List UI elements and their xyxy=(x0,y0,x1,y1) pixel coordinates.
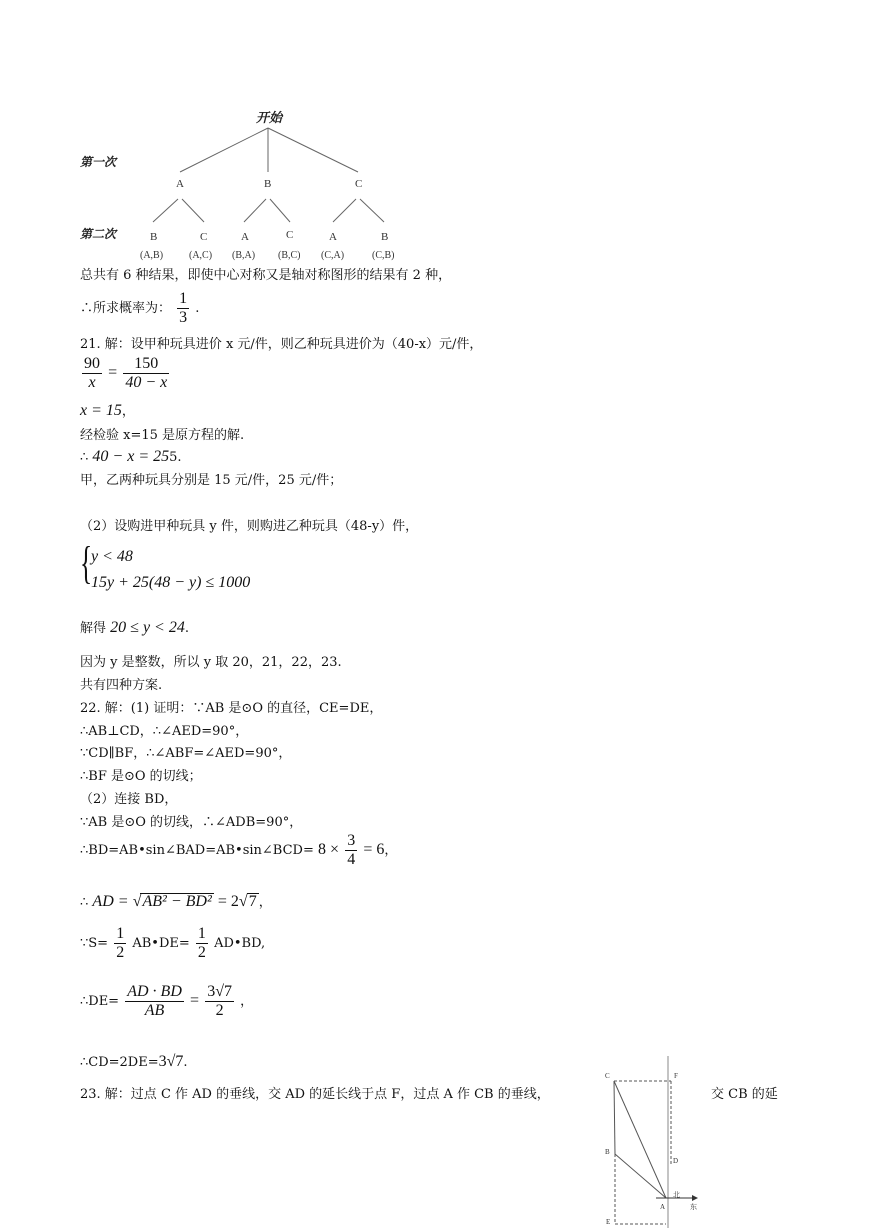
q21-prices: 甲，乙两种玩具分别是 15 元/件，25 元/件； xyxy=(80,473,343,488)
sqrt-symbol: √ xyxy=(132,893,142,910)
q21-check: 经检验 x=15 是原方程的解. xyxy=(80,428,245,443)
q22-ad-calc xyxy=(80,893,272,911)
segment-cb xyxy=(614,1081,615,1154)
q22-ad-radicand: AB² − BD² xyxy=(142,893,212,910)
q21-solve-expr: 20 ≤ y < 24 xyxy=(110,619,185,636)
tree-outcome: (B,C) xyxy=(278,250,301,261)
q21-calc-expr: 40 − x = 25 xyxy=(92,448,170,465)
equals-sign: = xyxy=(108,364,118,381)
east-arrow-icon xyxy=(692,1195,698,1201)
q21-ineq-2: 15y + 25(48 − y) ≤ 1000 xyxy=(91,574,251,591)
q22-s-mid: AB•DE= xyxy=(132,936,190,951)
q21-eq-right xyxy=(123,355,169,392)
q21-x-value: x = 15 xyxy=(80,402,122,419)
fig-label-b: B xyxy=(605,1148,610,1156)
tree-node-b: B xyxy=(264,178,272,190)
fraction-numerator: 150 xyxy=(123,355,169,374)
q23-line-1: 23. 解：过点 C 作 AD 的垂线，交 AD 的延长线于点 F，过点 A 作 CB 的垂线， xyxy=(80,1087,550,1102)
branch-start-a xyxy=(180,128,268,172)
fraction-denominator: x xyxy=(88,374,96,391)
branch-a-b xyxy=(153,199,178,222)
tree-branches xyxy=(0,0,869,270)
punctuation: . xyxy=(183,1055,188,1070)
fraction-numerator: 1 xyxy=(179,290,188,307)
q22-cd-prefix: ∴CD=2DE= xyxy=(80,1055,159,1070)
q21-ineq-1: y < 48 xyxy=(91,548,133,565)
fig-label-e: E xyxy=(606,1218,611,1226)
fraction-denominator: 3 xyxy=(179,309,188,326)
tree-leaf: B xyxy=(381,231,389,243)
fraction-denominator: 40 − x xyxy=(125,374,168,391)
tree-leaf: B xyxy=(150,231,158,243)
fraction-denominator: AB xyxy=(144,1002,165,1019)
fig-label-c: C xyxy=(605,1072,610,1080)
q22-line-3: ∵CD∥BF，∴∠ABF=∠AED=90°， xyxy=(80,746,292,761)
therefore-symbol: ∴ xyxy=(80,450,89,465)
q20-probability xyxy=(80,290,199,327)
q23-line-1-tail: 交 CB 的延 xyxy=(711,1087,778,1102)
tree-outcome: (C,A) xyxy=(321,250,345,261)
q21-calc-tail: 5. xyxy=(169,450,182,465)
punctuation: . xyxy=(184,621,189,636)
fraction-numerator: 90 xyxy=(84,355,100,372)
q22-bd-prefix: ∴BD=AB•sin∠BAD=AB•sin∠BCD= xyxy=(80,843,314,858)
q22-s-fraction-1 xyxy=(114,925,126,962)
tree-leaf: C xyxy=(286,229,294,241)
fraction-denominator: 2 xyxy=(116,944,125,961)
q22-ad-lhs: AD = xyxy=(92,893,129,910)
fig-label-d: D xyxy=(673,1157,679,1165)
tree-start-label: 开始 xyxy=(256,111,283,126)
tree-leaf: A xyxy=(329,231,337,243)
q22-bd-a: 8 × xyxy=(318,841,340,858)
q22-bd-fraction xyxy=(345,832,357,869)
branch-a-c xyxy=(182,199,204,222)
q21-part2: （2）设购进甲种玩具 y 件，则购进乙种玩具（48-y）件， xyxy=(80,519,419,534)
equals-sign: = xyxy=(190,992,200,1009)
q22-s-prefix: ∵S= xyxy=(80,936,109,951)
punctuation: ， xyxy=(121,404,135,419)
tree-outcome: (B,A) xyxy=(232,250,256,261)
tree-leaf: A xyxy=(241,231,249,243)
q22-de-calc xyxy=(80,983,253,1020)
q21-intro: 21. 解：设甲种玩具进价 x 元/件，则乙种玩具进价为（40-x）元/件， xyxy=(80,337,483,352)
q22-s-tail: AD•BD, xyxy=(214,936,266,951)
q23-figure xyxy=(596,1052,700,1228)
fig-label-north: 北 xyxy=(673,1191,680,1199)
q22-line-2: ∴AB⊥CD，∴∠AED=90°， xyxy=(80,724,249,739)
fig-label-east: 东 xyxy=(690,1203,697,1211)
q20-result-text: 总共有 6 种结果，即使中心对称又是轴对称图形的结果有 2 种， xyxy=(80,268,452,283)
q22-line-4: ∴BF 是⊙O 的切线； xyxy=(80,769,202,784)
punctuation: ， xyxy=(258,895,272,910)
q22-cd-expr: 3√7 xyxy=(158,1053,184,1070)
fraction-numerator: 1 xyxy=(116,925,125,942)
branch-c-a xyxy=(333,199,356,222)
branch-start-c xyxy=(268,128,358,172)
q22-de-fraction-2 xyxy=(205,983,234,1020)
punctuation: ， xyxy=(240,994,254,1009)
fraction-numerator: 3√7 xyxy=(207,983,232,1000)
q22-ad-radicand-2: 7 xyxy=(248,893,257,910)
fraction-denominator: 2 xyxy=(197,944,206,961)
sqrt-symbol: √ xyxy=(238,893,248,910)
branch-b-a xyxy=(244,199,266,222)
q22-bd-b: = 6 xyxy=(363,841,385,858)
q22-line-5: （2）连接 BD， xyxy=(80,792,178,807)
tree-node-c: C xyxy=(355,178,363,190)
left-brace: { xyxy=(80,537,93,588)
q22-de-prefix: ∴DE= xyxy=(80,994,120,1009)
q22-s-fraction-2 xyxy=(196,925,208,962)
q22-area xyxy=(80,925,265,962)
q21-plans: 共有四种方案. xyxy=(80,678,163,693)
tree-leaf: C xyxy=(200,231,208,243)
therefore-symbol: ∴ xyxy=(80,895,89,910)
fraction-numerator: 3 xyxy=(347,832,356,849)
q21-solve-prefix: 解得 xyxy=(80,621,107,636)
q22-cd-calc xyxy=(80,1054,188,1071)
tree-row2-label: 第二次 xyxy=(80,227,117,241)
tree-node-a: A xyxy=(176,178,184,190)
q21-equation xyxy=(80,355,171,392)
q22-de-fraction-1 xyxy=(125,983,184,1020)
q22-line-1: 22. 解：(1) 证明：∵AB 是⊙O 的直径，CE=DE， xyxy=(80,701,383,716)
fraction-denominator: 4 xyxy=(347,851,356,868)
branch-b-c xyxy=(270,199,290,222)
q20-prob-suffix: . xyxy=(195,301,200,316)
tree-outcome: (A,B) xyxy=(140,250,164,261)
q21-calc xyxy=(80,449,182,466)
q20-prob-prefix: ∴所求概率为： xyxy=(80,301,172,316)
fig-label-a: A xyxy=(660,1203,666,1211)
tree-row1-label: 第一次 xyxy=(80,155,117,169)
branch-c-b xyxy=(360,199,384,222)
tree-outcome: (C,B) xyxy=(372,250,395,261)
fraction-numerator: 1 xyxy=(197,925,206,942)
segment-ba xyxy=(615,1154,666,1198)
q21-eq-left xyxy=(82,355,102,392)
q22-bd-calc xyxy=(80,832,397,869)
q21-integer: 因为 y 是整数，所以 y 取 20，21，22，23. xyxy=(80,655,342,670)
q20-prob-fraction xyxy=(177,290,189,327)
q22-line-6: ∵AB 是⊙O 的切线，∴∠ADB=90°， xyxy=(80,815,303,830)
segment-ca xyxy=(614,1081,666,1198)
fig-label-f: F xyxy=(674,1072,678,1080)
q22-ad-eq: = 2 xyxy=(217,893,239,910)
q21-solve xyxy=(80,620,189,637)
fraction-numerator: AD · BD xyxy=(127,983,182,1000)
fraction-denominator: 2 xyxy=(215,1002,224,1019)
q23-geometry-figure xyxy=(596,1052,700,1228)
q21-solution-x xyxy=(80,403,135,420)
tree-outcome: (A,C) xyxy=(189,250,213,261)
punctuation: ， xyxy=(384,843,398,858)
